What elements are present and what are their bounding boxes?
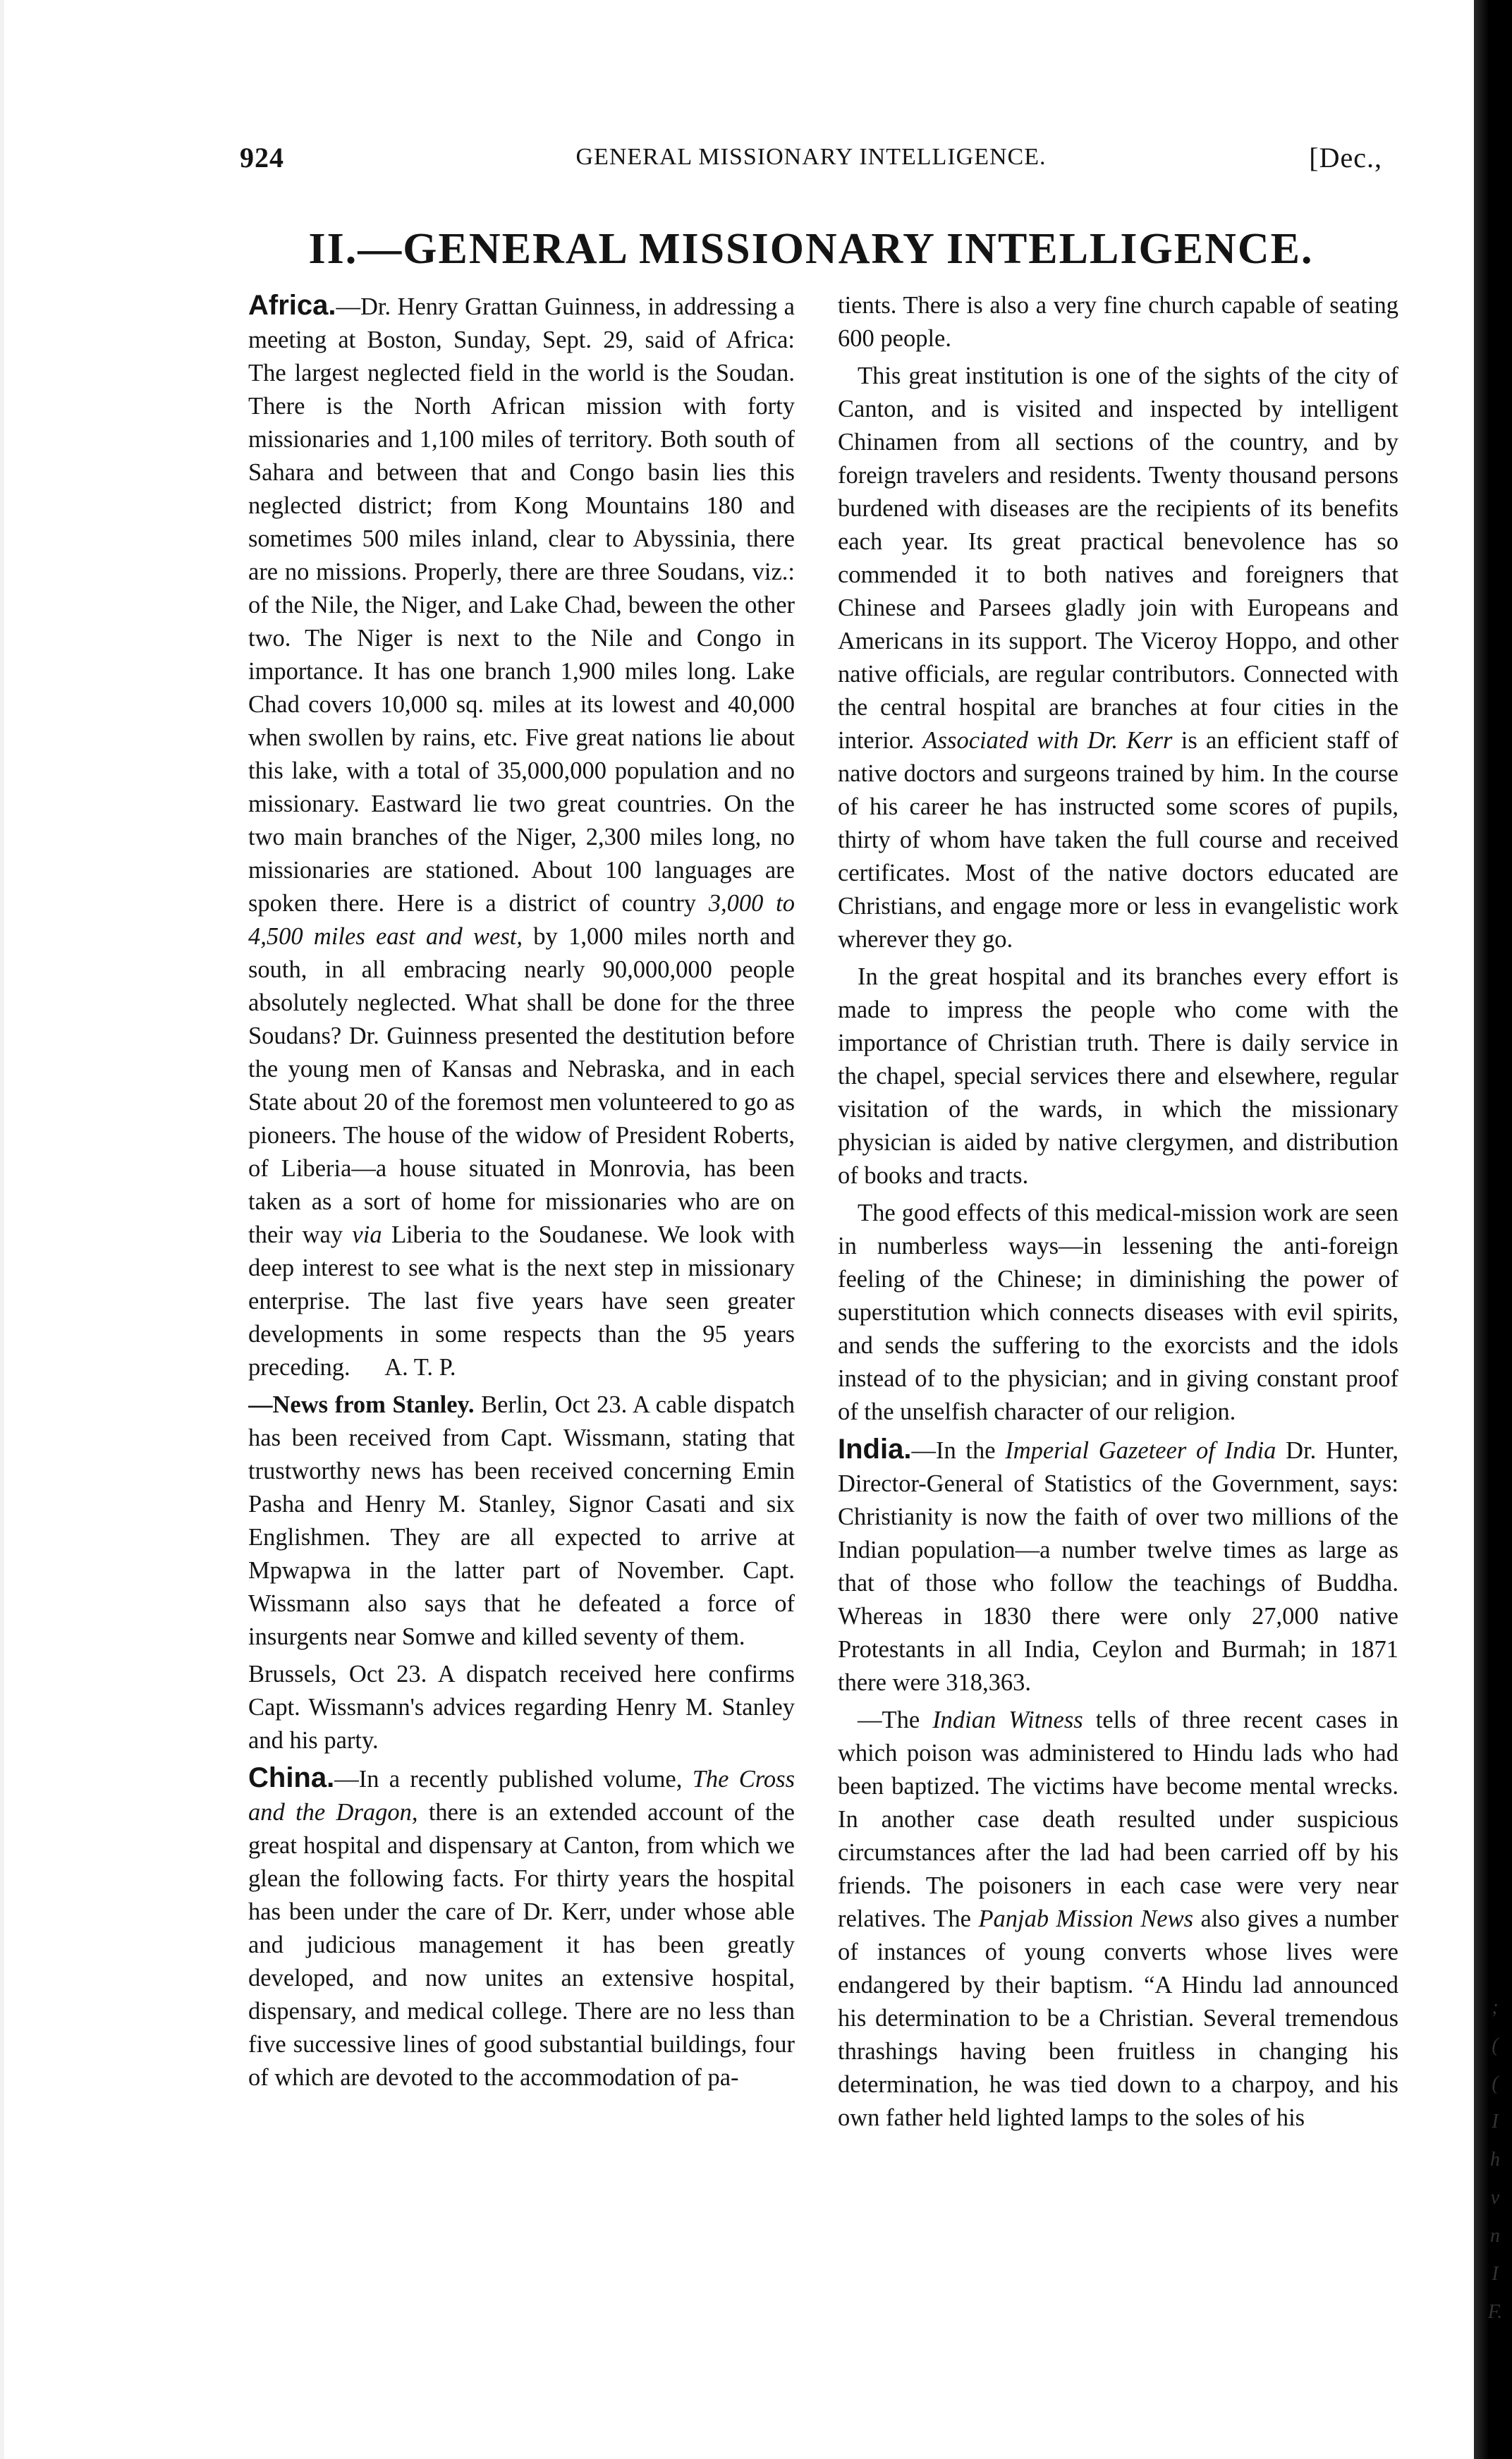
china-cont-paragraph: tients. There is also a very fine church capable of seating 600 people. (838, 292, 1398, 352)
hospital-paragraph: In the great hospital and its branches every effort is made to impress the people who come with the importance of Christian truth. There is daily service in the chapel, special services there and elsewhere, regular visitation of the wards, in which the missionary physician is aided by native clergymen, and distribution of books and tracts. (838, 963, 1398, 1189)
africa-text-cont: by 1,000 miles north and south, in all embracing nearly 90,000,000 people absolutely neglected. What shall be done for the three Soudans? Dr. Guinness presented the destitution before the young men of Kansas and Nebraska, and in each State about 20 of the foremost men volunteered to go as pioneers. The house of the widow of President Roberts, of Liberia—a house situated in Monrovia, has been taken as a sort of home for missionaries who are on their way (248, 923, 795, 1248)
section-title: II.—GENERAL MISSIONARY INTELLIGENCE. (308, 225, 1314, 273)
margin-mark: ( (1492, 2034, 1499, 2056)
running-title: GENERAL MISSIONARY INTELLIGENCE. (575, 144, 1047, 170)
running-month: [Dec., (1309, 142, 1382, 173)
punjab-title: Panjab Mission News (978, 1905, 1194, 1932)
canton-text: This great institution is one of the sights of the city of Canton, and is visited and inspected by intelligent Chinamen from all sections of the country, and by foreign travelers and residents. Twenty thousand persons burdened with diseases are the recipients of its benefits each year. Its great practical benevolence has so commended it to both natives and foreigners that Chinese and Parsees gladly join with Europeans and Americans in its support. The Viceroy Hoppo, and other native officials, are regular contributors. Connected with the central hospital are branches at four cities in the interior. (838, 362, 1398, 754)
india-heading: India. (838, 1434, 912, 1465)
book-title: The Cross and the Dragon, (248, 1766, 795, 1826)
effects-paragraph: The good effects of this medical-mission work are seen in numberless ways—in lessening the anti-foreign feeling of the Chinese; in diminishing the power of superstitution which connects diseases with evil spirits, and sends the suffering to the exorcists and the idols instead of to the physician; and in giving constant proof of the unselfish character of our religion. (838, 1200, 1398, 1425)
margin-mark: v (1490, 2187, 1500, 2209)
china-text: there is an extended account of the great hospital and dispensary at Canton, from which we glean the following facts. For thirty years the hospital has been under the care of Dr. Kerr, under whose able and judicious management it has been greatly developed, and now unites an extensive hospital, dispensary, and medical college. There are no less than five successive lines of good substantial buildings, four of which are devoted to the accommodation of pa- (248, 1799, 795, 2091)
india-text-start: —In the (911, 1437, 996, 1464)
witness-text-start: —The (858, 1707, 920, 1733)
witness-text: tells of three recent cases in which poison was administered to Hindu lads who had been baptized. The victims have become mental wrecks. In another case death resulted under suspicious circumstances after the lad had been carried off by his friends. The poisoners in each case were very near relatives. The (838, 1707, 1398, 1932)
canton-text-end: is an efficient staff of native doctors and surgeons trained by him. In the course of his career he has instructed some scores of pupils, thirty of whom have taken the full course and received certificates. Most of the native doctors educated are Christians, and engage more or less in evangelistic work wherever they go. (838, 727, 1398, 953)
gazetteer-title: Imperial Gazeteer of India (1005, 1437, 1276, 1464)
canton-paragraph (838, 360, 1398, 956)
india-text: Dr. Hunter, Director-General of Statistics of the Government, says: Christianity is now the faith of over two millions of the Indian population—a number twelve times as large as that of those who follow the teachings of Buddha. Whereas in 1830 there were only 27,000 native Protestants in all India, Ceylon and Burmah; in 1871 there were 318,363. (838, 1437, 1398, 1696)
margin-mark: h (1490, 2149, 1500, 2171)
via-word: via (352, 1221, 382, 1248)
scan-edge-left (0, 0, 4, 2459)
india-paragraph (838, 1433, 1398, 1700)
witness-paragraph (838, 1704, 1398, 2135)
margin-mark: ( (1492, 2073, 1499, 2094)
china-heading: China. (248, 1762, 335, 1793)
margin-mark: F. (1487, 2301, 1503, 2323)
africa-italic-text: 3,000 to 4,500 miles east and west, (248, 890, 795, 950)
africa-text-tail: Liberia to the Soudanese. We look with deep interest to see what is the next step in missionary enterprise. The last five years have seen greater developments in some respects than the 95 years preceding. (248, 1221, 795, 1381)
stanley-text: Berlin, Oct 23. A cable dispatch has been received from Capt. Wissmann, stating that trustworthy news has been received concerning Emin Pasha and Henry M. Stanley, Signor Casati and six Englishmen. They are all expected to arrive at Mpwapwa in the latter part of November. Capt. Wissmann also says that he defeated a force of insurgents near Somwe and killed seventy of them. (248, 1391, 795, 1650)
margin-mark: n (1490, 2225, 1500, 2247)
canton-italic-text: Associated with Dr. Kerr (922, 727, 1173, 754)
margin-mark: I (1492, 2263, 1499, 2285)
china-paragraph (248, 1762, 795, 2094)
left-column (248, 289, 795, 2398)
stanley-paragraph (248, 1389, 795, 1654)
margin-marks (1481, 1989, 1509, 2331)
running-head (240, 141, 1382, 183)
witness-title: Indian Witness (932, 1707, 1083, 1733)
witness-text-end: also gives a number of instances of young converts whose lives were endangered by their baptism. “A Hindu lad announced his determination to be a Christian. Several tremendous thrashings having been fruitless in changing his determination, he was tied down to a charpoy, and his own father held lighted lamps to the soles of his (838, 1905, 1398, 2131)
brussels-paragraph: Brussels, Oct 23. A dispatch received here confirms Capt. Wissmann's advices regarding Henry M. Stanley and his party. (248, 1661, 795, 1754)
margin-mark: I (1492, 2111, 1499, 2132)
africa-paragraph (248, 289, 795, 1384)
stanley-heading: —News from Stanley. (248, 1391, 475, 1418)
margin-mark: ; (1492, 1996, 1499, 2018)
signature: A. T. P. (384, 1354, 456, 1381)
right-column (838, 289, 1398, 2398)
africa-text: —Dr. Henry Grattan Guinness, in addressing a meeting at Boston, Sunday, Sept. 29, said of Africa: The largest neglected field in the world is the Soudan. There is the North African mission with forty missionaries and 1,100 miles of territory. Both south of Sahara and between that and Congo basin lies this neglected district; from Kong Mountains 180 and sometimes 500 miles inland, clear to Abyssinia, there are no missions. Properly, there are three Soudans, viz.: of the Nile, the Niger, and Lake Chad, beween the other two. The Niger is next to the Nile and Congo in importance. It has one branch 1,900 miles long. Lake Chad covers 10,000 sq. miles at its lowest and 40,000 when swollen by rains, etc. Five great nations lie about this lake, with a total of 35,000,000 population and no missionary. Eastward lie two great countries. On the two main branches of the Niger, 2,300 miles long, no missionaries are stationed. About 100 languages are spoken there. Here is a district of country (248, 293, 795, 917)
china-text-start: —In a recently published volume, (334, 1766, 683, 1793)
page-number: 924 (240, 142, 284, 173)
africa-heading: Africa. (248, 290, 336, 321)
